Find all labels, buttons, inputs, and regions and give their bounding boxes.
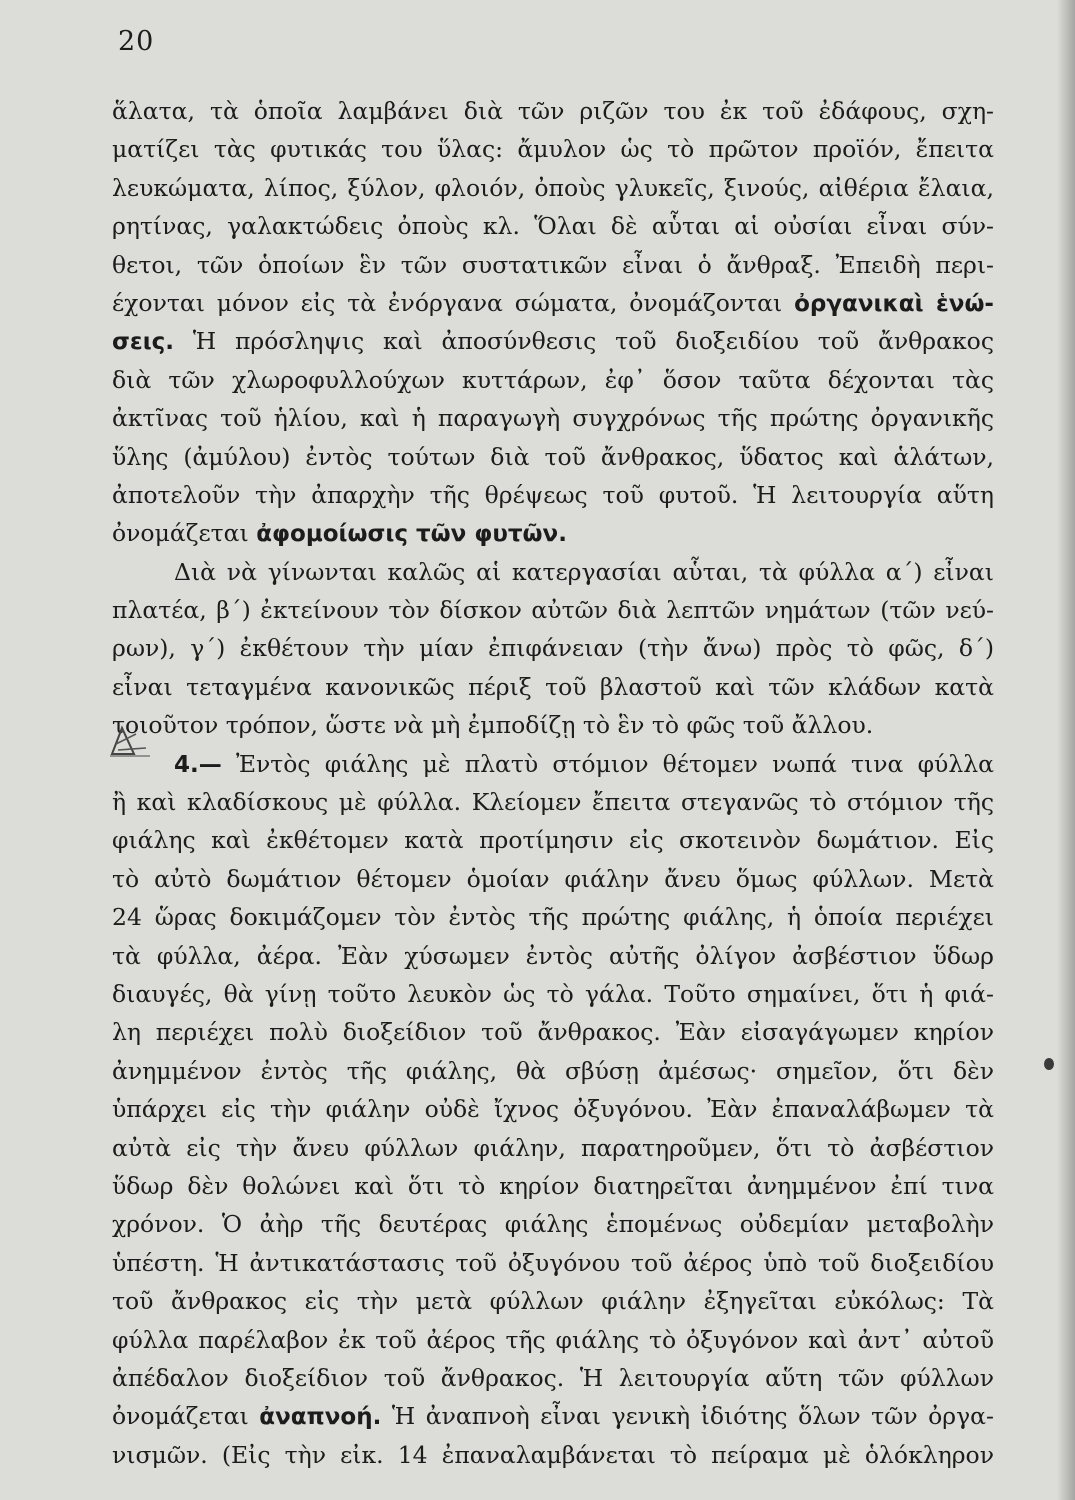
text-line: χρόνον. Ὁ ἀὴρ τῆς δευτέρας φιάλης ἑπομένως οὐδεμίαν μεταβολὴν bbox=[112, 1210, 994, 1239]
text-line: διὰ τῶν χλωροφυλλούχων κυττάρων, ἐφ᾽ ὅσον ταῦτα δέχονται τὰς bbox=[112, 365, 994, 394]
term-assimilation: ἀφομοίωσις τῶν φυτῶν. bbox=[256, 521, 567, 548]
text-line: τὸ αὐτὸ δωμάτιον θέτομεν ὁμοίαν φιάλην ἄνευ ὅμως φύλλων. Μετὰ bbox=[112, 864, 994, 893]
text-line: τὰ φύλλα, ἀέρα. Ἐὰν χύσωμεν ἐντὸς αὐτῆς ὀλίγον ἀσβέστιον ὕδωρ bbox=[112, 941, 994, 970]
ink-spot bbox=[1044, 1058, 1054, 1070]
text-line: ἀποτελοῦν τὴν ἀπαρχὴν τῆς θρέψεως τοῦ φυτοῦ. Ἡ λειτουργία αὕτη bbox=[112, 480, 994, 509]
text-line: ὕλης (ἀμύλου) ἐντὸς τούτων διὰ τοῦ ἄνθρακος, ὕδατος καὶ ἁλάτων, bbox=[112, 442, 994, 471]
text-line: ματίζει τὰς φυτικάς του ὕλας: ἄμυλον ὡς τὸ πρῶτον προϊόν, ἔπειτα bbox=[112, 135, 994, 164]
text-line: ἀπέδαλον διοξείδιον τοῦ ἄνθρακος. Ἡ λειτουργία αὕτη τῶν φύλλων bbox=[112, 1363, 994, 1392]
text-line bbox=[112, 322, 994, 360]
text-run: ὀνομάζεται bbox=[112, 1402, 249, 1431]
text-run: Ἐντὸς φιάλης μὲ πλατὺ στόμιον θέτομεν νωπά τινα φύλλα bbox=[235, 749, 994, 778]
text-line: ἀκτῖνας τοῦ ἡλίου, καὶ ἡ παραγωγὴ συγχρόνως τῆς πρώτης ὀργανικῆς bbox=[112, 404, 994, 433]
text-line: λη περιέχει πολὺ διοξείδιον τοῦ ἄνθρακος. Ἐὰν εἰσαγάγωμεν κηρίον bbox=[112, 1018, 994, 1047]
text-line: αὐτὰ εἰς τὴν ἄνευ φύλλων φιάλην, παρατηροῦμεν, ὅτι τὸ ἀσβέστιον bbox=[112, 1133, 994, 1162]
text-line: διαυγές, θὰ γίνῃ τοῦτο λευκὸν ὡς τὸ γάλα. Τοῦτο σημαίνει, ὅτι ἡ φιά- bbox=[112, 979, 994, 1008]
text-run: έχονται μόνον εἰς τὰ ἐνόργανα σώματα, ὀνομάζονται bbox=[112, 288, 783, 317]
text-line: τοῦ ἄνθρακος εἰς τὴν μετὰ φύλλων φιάλην ἐξηγεῖται εὐκόλως: Τὰ bbox=[112, 1287, 994, 1316]
text-line: εἶναι τεταγμένα κανονικῶς πέριξ τοῦ βλαστοῦ καὶ τῶν κλάδων κατὰ bbox=[112, 672, 994, 701]
text-line: ρων), γ΄) ἐκθέτουν τὴν μίαν ἐπιφάνειαν (τὴν ἄνω) πρὸς τὸ φῶς, δ΄) bbox=[112, 634, 994, 663]
text-line: ὕδωρ δὲν θολώνει καὶ ὅτι τὸ κηρίον διατηρεῖται ἀνημμένον ἐπί τινα bbox=[112, 1171, 994, 1200]
text-line bbox=[112, 745, 994, 783]
term-organic-compounds-end: σεις. bbox=[112, 329, 175, 356]
text-line: τοιοῦτον τρόπον, ὥστε νὰ μὴ ἐμποδίζῃ τὸ ἓν τὸ φῶς τοῦ ἄλλου. bbox=[112, 711, 874, 740]
text-line: φύλλα παρέλαβον ἐκ τοῦ ἀέρος τῆς φιάλης τὸ ὀξυγόνον καὶ ἀντ᾽ αὐτοῦ bbox=[112, 1325, 994, 1354]
page-edge-shadow bbox=[1057, 0, 1075, 1500]
text-line: ὑπάρχει εἰς τὴν φιάλην οὐδὲ ἴχνος ὀξυγόνου. Ἐὰν ἐπαναλάβωμεν τὰ bbox=[112, 1095, 994, 1124]
text-run: Ἡ πρόσληψις καὶ ἀποσύνθεσις τοῦ διοξειδίου τοῦ ἄνθρακος bbox=[192, 327, 994, 356]
text-line: ὑπέστη. Ἡ ἀντικατάστασις τοῦ ὀξυγόνου τοῦ ἀέρος ὑπὸ τοῦ διοξειδίου bbox=[112, 1248, 994, 1277]
text-line bbox=[112, 1397, 994, 1435]
text-line: ρητίνας, γαλακτώδεις ὀποὺς κλ. Ὅλαι δὲ αὗται αἱ οὐσίαι εἶναι σύν- bbox=[112, 212, 994, 241]
text-line bbox=[112, 514, 994, 552]
text-line: 24 ὥρας δοκιμάζομεν τὸν ἐντὸς τῆς πρώτης φιάλης, ἡ ὁποία περιέχει bbox=[112, 903, 994, 932]
page-number: 20 bbox=[118, 26, 155, 57]
text-run: ὀνομάζεται bbox=[112, 519, 249, 548]
text-line: ἀνημμένον ἐντὸς τῆς φιάλης, θὰ σβύσῃ ἀμέσως· σημεῖον, ὅτι δὲν bbox=[112, 1056, 994, 1085]
text-line: λευκώματα, λίπος, ξύλον, φλοιόν, ὀποὺς γλυκεῖς, ξινούς, αἰθέρια ἔλαια, bbox=[112, 173, 994, 202]
term-respiration: ἀναπνοή. bbox=[259, 1404, 382, 1431]
text-line: θετοι, τῶν ὁποίων ἓν τῶν συστατικῶν εἶναι ὁ ἄνθραξ. Ἐπειδὴ περι- bbox=[112, 250, 994, 279]
text-line bbox=[112, 284, 994, 322]
text-line: νισμῶν. (Εἰς τὴν εἰκ. 14 ἐπαναλαμβάνεται τὸ πείραμα μὲ ὁλόκληρον bbox=[112, 1440, 994, 1469]
text-line: Διὰ νὰ γίνωνται καλῶς αἱ κατεργασίαι αὗται, τὰ φύλλα α΄) εἶναι bbox=[174, 557, 994, 586]
text-run: Ἡ ἀναπνοὴ εἶναι γενικὴ ἰδιότης ὅλων τῶν ὀργα- bbox=[391, 1402, 994, 1431]
text-line: ἢ καὶ κλαδίσκους μὲ φύλλα. Κλείομεν ἔπειτα στεγανῶς τὸ στόμιον τῆς bbox=[112, 788, 994, 817]
text-line: πλατέα, β΄) ἐκτείνουν τὸν δίσκον αὐτῶν διὰ λεπτῶν νημάτων (τῶν νεύ- bbox=[112, 596, 994, 625]
body-text bbox=[112, 92, 994, 1474]
text-line: φιάλης καὶ ἐκθέτομεν κατὰ προτίμησιν εἰς σκοτεινὸν δωμάτιον. Εἰς bbox=[112, 826, 994, 855]
section-number: 4.— bbox=[174, 751, 222, 778]
term-organic-compounds: ὀργανικαὶ ἑνώ- bbox=[794, 290, 994, 317]
pencil-mark-icon bbox=[106, 722, 166, 762]
text-line: ἅλατα, τὰ ὁποῖα λαμβάνει διὰ τῶν ριζῶν του ἐκ τοῦ ἐδάφους, σχη- bbox=[112, 97, 994, 125]
